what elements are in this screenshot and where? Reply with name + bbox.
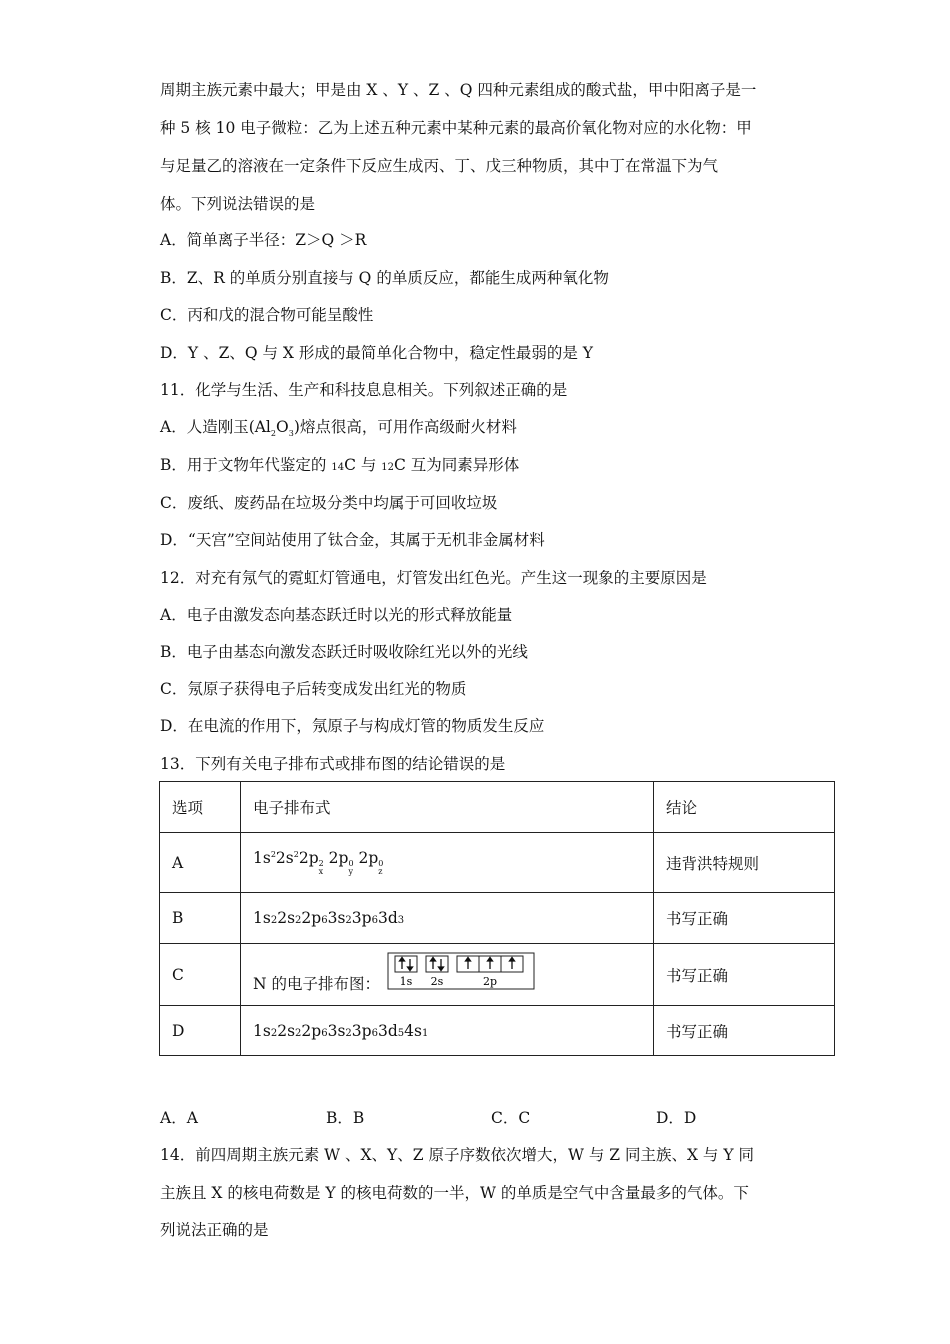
config-sup: 6	[321, 915, 328, 926]
q12-stem: 12．对充有氖气的霓虹灯管通电，灯管发出红色光。产生这一现象的主要原因是	[160, 569, 707, 587]
config-sup: 6	[321, 1027, 328, 1039]
q12-option-b: B．电子由基态向激发态跃迁时吸收除红光以外的光线	[160, 643, 528, 661]
row-c-conclusion: 书写正确	[654, 944, 835, 1006]
label-2p: 2p	[482, 974, 498, 988]
config-sup: 0	[378, 859, 384, 868]
q10-option-d: D．Y 、Z、Q 与 X 形成的最简单化合物中，稳定性最弱的是 Y	[160, 344, 594, 362]
q10-option-b: B．Z、R 的单质分别直接与 Q 的单质反应，都能生成两种氧化物	[160, 269, 609, 287]
table-row	[160, 833, 835, 893]
row-d-config	[241, 1006, 654, 1056]
q13-choice-d: D．D	[656, 1109, 697, 1127]
row-d-option: D	[160, 1006, 241, 1056]
config-subsup	[319, 860, 324, 876]
q12-option-c: C．氖原子获得电子后转变成发出红光的物质	[160, 680, 467, 698]
config-sup: 2	[270, 850, 276, 859]
config-sup: 3	[397, 915, 405, 926]
config-part: 1s	[253, 849, 271, 867]
config-part: 3p	[351, 909, 372, 927]
row-b-conclusion: 书写正确	[654, 893, 835, 944]
config-part: 1s	[253, 1021, 271, 1040]
header-option: 选项	[160, 782, 241, 833]
config-part: 4s	[404, 1021, 422, 1040]
table-row	[160, 944, 835, 1006]
row-a-option: A	[160, 833, 241, 893]
config-part: 3s	[327, 909, 346, 927]
config-part: 2p	[358, 849, 379, 867]
config-part: 2p	[301, 1021, 322, 1040]
q13-choices	[160, 1106, 720, 1126]
config-part: 2s	[275, 849, 294, 867]
q11-option-d: D．“天宫”空间站使用了钛合金，其属于无机非金属材料	[160, 531, 545, 549]
q11-option-b	[160, 455, 519, 478]
config-part: 3d	[377, 909, 398, 927]
config-sup: 2	[270, 1027, 278, 1039]
q14-stem-line-3: 列说法正确的是	[160, 1221, 269, 1239]
config-part: 2p	[298, 849, 319, 867]
config-sub: x	[318, 867, 324, 876]
q13-choice-c: C．C	[491, 1109, 531, 1127]
q10-stem-line-1: 周期主族元素中最大；甲是由 X 、Y 、Z 、Q 四种元素组成的酸式盐，甲中阳离子是一	[160, 81, 757, 99]
config-sup: 1	[421, 1027, 429, 1039]
row-c-option: C	[160, 944, 241, 1006]
q11-option-a-sub1: 2	[270, 429, 276, 438]
q12-option-a: A．电子由激发态向基态跃迁时以光的形式释放能量	[160, 606, 513, 624]
table-header-row	[160, 782, 835, 833]
q13-choice-a: A．A	[160, 1109, 198, 1127]
config-sup: 2	[345, 915, 352, 926]
q10-option-a: A．简单离子半径：Z＞Q ＞R	[160, 231, 367, 249]
q13-stem: 13．下列有关电子排布式或排布图的结论错误的是	[160, 755, 506, 773]
row-c-config	[241, 944, 654, 1006]
orbital-diagram	[386, 951, 536, 995]
config-sup: 2	[293, 850, 299, 859]
config-part: 1s	[253, 909, 271, 927]
config-subsup	[348, 860, 353, 876]
q11-option-a-pre: A．人造刚玉(Al	[160, 418, 271, 436]
config-sup: 0	[348, 859, 354, 868]
config-part: 2s	[277, 1021, 296, 1040]
q11-option-b-el2: C 互为同素异形体	[394, 456, 520, 474]
q11-option-a-post: )熔点很高，可用作高级耐火材料	[293, 418, 517, 436]
row-d-conclusion: 书写正确	[654, 1006, 835, 1056]
row-a-config	[241, 833, 654, 893]
q11-option-a-sub2: 3	[288, 429, 294, 438]
q11-option-b-mass2: 12	[381, 462, 395, 473]
q10-stem-line-3: 与足量乙的溶液在一定条件下反应生成丙、丁、戊三种物质，其中丁在常温下为气	[160, 157, 719, 175]
q14-stem-line-2: 主族且 X 的核电荷数是 Y 的核电荷数的一半，W 的单质是空气中含量最多的气体。下	[160, 1184, 749, 1202]
row-b-option: B	[160, 893, 241, 944]
q10-option-c: C．丙和戊的混合物可能呈酸性	[160, 306, 374, 324]
config-part: 3s	[327, 1021, 346, 1040]
config-sup: 2	[318, 859, 324, 868]
header-conclusion: 结论	[654, 782, 835, 833]
config-sup: 2	[345, 1027, 352, 1039]
q11-option-a	[160, 417, 517, 444]
config-sup: 2	[295, 1027, 302, 1039]
table-row	[160, 893, 835, 944]
config-sup: 2	[270, 915, 278, 926]
config-sub: z	[378, 867, 383, 876]
config-part: 3d	[377, 1021, 398, 1040]
config-sub: y	[348, 867, 353, 876]
config-subsup	[378, 860, 383, 876]
q11-option-b-pre: B．用于文物年代鉴定的	[160, 456, 332, 474]
q11-option-b-mass1: 14	[331, 462, 345, 473]
config-sup: 6	[371, 915, 378, 926]
q11-option-c: C．废纸、废药品在垃圾分类中均属于可回收垃圾	[160, 494, 498, 512]
config-sup: 6	[371, 1027, 378, 1039]
row-a-conclusion: 违背洪特规则	[654, 833, 835, 893]
label-2s: 2s	[430, 974, 444, 988]
q10-stem-line-4: 体。下列说法错误的是	[160, 195, 316, 213]
config-part: 2p	[328, 849, 349, 867]
config-sup: 5	[397, 1027, 405, 1039]
row-b-config	[241, 893, 654, 944]
q10-stem-line-2: 种 5 核 10 电子微粒：乙为上述五种元素中某种元素的最高价氧化物对应的水化物：甲	[160, 119, 752, 137]
q13-choice-b: B．B	[326, 1109, 365, 1127]
config-sup: 2	[295, 915, 302, 926]
q12-option-d: D．在电流的作用下，氖原子与构成灯管的物质发生反应	[160, 717, 545, 735]
label-1s: 1s	[399, 974, 413, 988]
q14-stem-line-1: 14．前四周期主族元素 W 、X、Y、Z 原子序数依次增大，W 与 Z 同主族、X 与 Y 同	[160, 1146, 755, 1164]
table-row	[160, 1006, 835, 1056]
config-part: 3p	[351, 1021, 372, 1040]
row-c-text: N 的电子排布图：	[253, 974, 380, 993]
q11-stem: 11．化学与生活、生产和科技息息相关。下列叙述正确的是	[160, 381, 568, 399]
config-part: 2s	[277, 909, 296, 927]
config-part: 2p	[301, 909, 322, 927]
q13-table	[159, 781, 835, 1056]
q11-option-a-mid: O	[276, 418, 289, 436]
q11-option-b-el1: C 与	[344, 456, 382, 474]
header-config: 电子排布式	[241, 782, 654, 833]
